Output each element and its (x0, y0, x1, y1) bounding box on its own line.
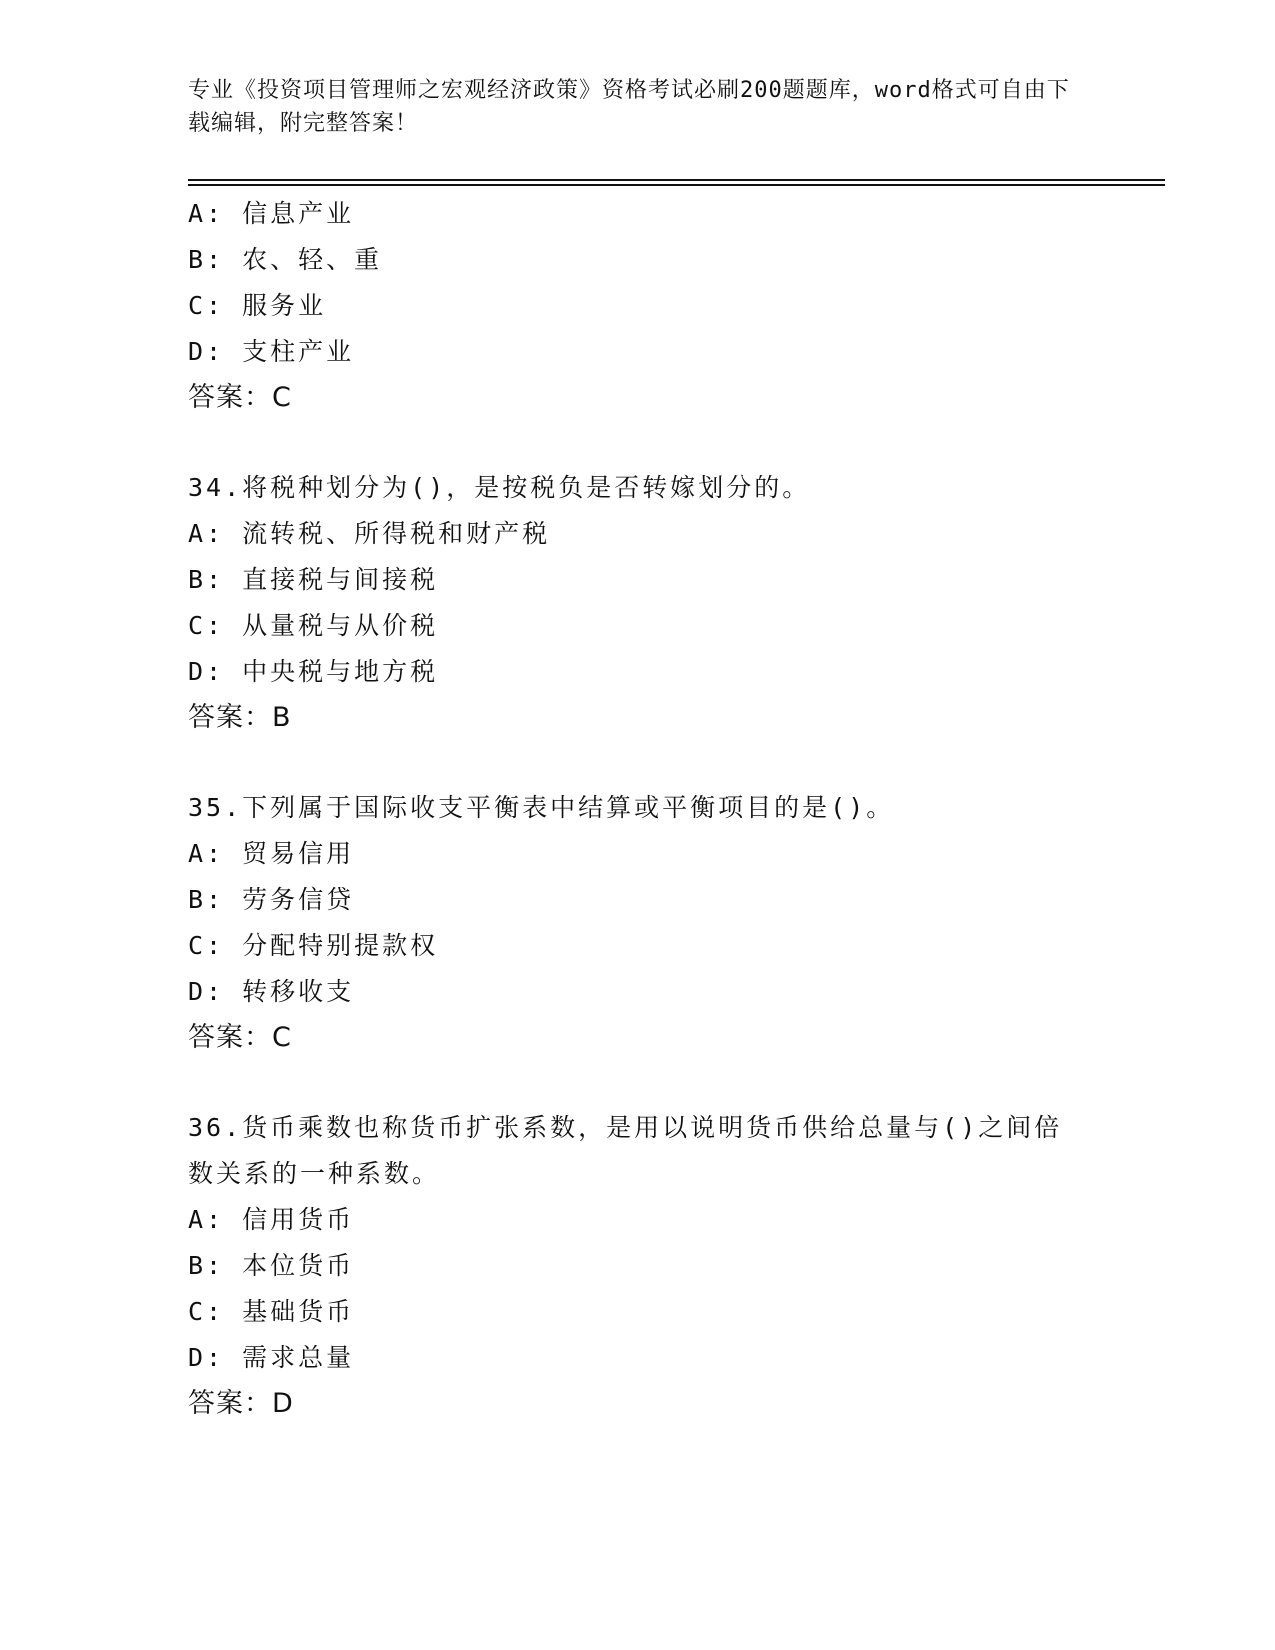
option-a: A: 流转税、所得税和财产税 (188, 519, 551, 548)
header-rule-bottom (188, 184, 1165, 186)
document-header: 专业《投资项目管理师之宏观经济政策》资格考试必刷200题题库，word格式可自由下载编辑，附完整答案！ (188, 78, 1070, 136)
question-block-35 (188, 785, 1108, 1061)
answer-line: 答案：B (188, 702, 292, 733)
question-block-36 (188, 1105, 1108, 1427)
question-text: 34.将税种划分为()，是按税负是否转嫁划分的。 (188, 473, 811, 502)
question-list (188, 191, 1108, 1427)
option-a: A: 信息产业 (188, 199, 355, 228)
option-d: D: 支柱产业 (188, 337, 355, 366)
answer-line: 答案：C (188, 1022, 292, 1053)
answer-line: 答案：C (188, 382, 292, 413)
question-text: 36.货币乘数也称货币扩张系数，是用以说明货币供给总量与()之间倍数关系的一种系数。 (188, 1113, 1063, 1188)
option-b: B: 直接税与间接税 (188, 565, 439, 594)
option-b: B: 劳务信贷 (188, 885, 355, 914)
question-text: 35.下列属于国际收支平衡表中结算或平衡项目的是()。 (188, 793, 895, 822)
option-c: C: 从量税与从价税 (188, 611, 439, 640)
option-b: B: 农、轻、重 (188, 245, 383, 274)
option-b: B: 本位货币 (188, 1251, 355, 1280)
spacer (188, 421, 1108, 465)
spacer (188, 1061, 1108, 1105)
option-c: C: 服务业 (188, 291, 327, 320)
question-block-prev (188, 191, 1108, 421)
option-c: C: 基础货币 (188, 1297, 355, 1326)
option-d: D: 转移收支 (188, 977, 355, 1006)
option-a: A: 贸易信用 (188, 839, 355, 868)
header-rule-top (188, 179, 1165, 181)
question-block-34 (188, 465, 1108, 741)
option-a: A: 信用货币 (188, 1205, 355, 1234)
spacer (188, 741, 1108, 785)
option-d: D: 中央税与地方税 (188, 657, 439, 686)
option-d: D: 需求总量 (188, 1343, 355, 1372)
answer-line: 答案：D (188, 1388, 294, 1419)
option-c: C: 分配特别提款权 (188, 931, 439, 960)
